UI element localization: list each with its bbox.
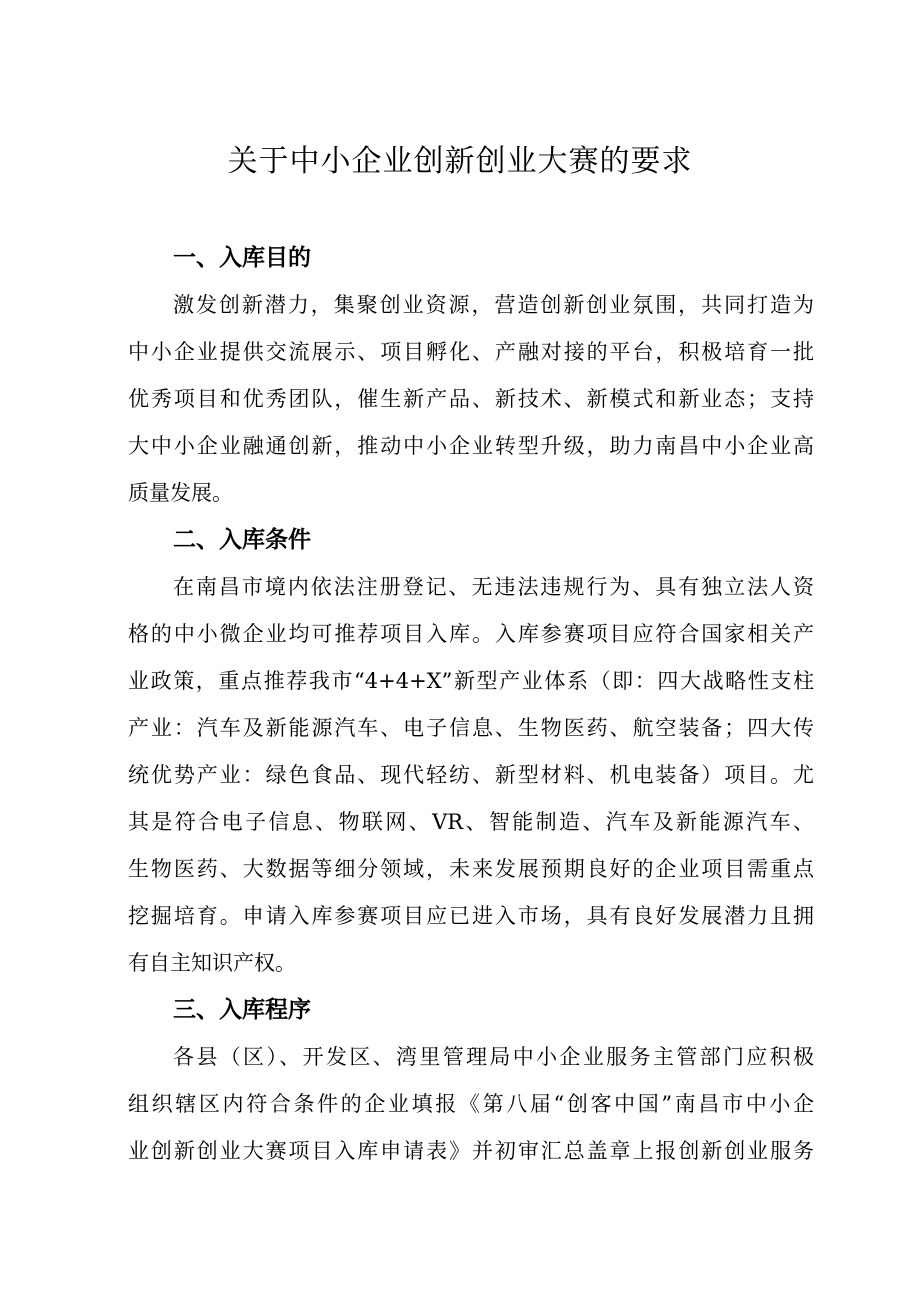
text-line: 在南昌市境内依法注册登记、无违法违规行为、具有独立法人资 xyxy=(173,575,814,599)
text-line: 产业：汽车及新能源汽车、电子信息、生物医药、航空装备；四大传 xyxy=(128,716,814,740)
section-heading: 一、入库目的 xyxy=(173,245,311,271)
section-conditions xyxy=(128,517,814,987)
text-line: 质量发展。 xyxy=(128,481,233,505)
paragraph xyxy=(128,282,814,517)
text-line: 统优势产业：绿色食品、现代轻纺、新型材料、机电装备）项目。尤 xyxy=(128,763,814,787)
section-heading: 二、入库条件 xyxy=(173,527,311,553)
paragraph xyxy=(128,1034,814,1175)
text-line: 优秀项目和优秀团队，催生新产品、新技术、新模式和新业态；支持 xyxy=(128,387,814,411)
document-title: 关于中小企业创新创业大赛的要求 xyxy=(227,144,693,179)
section-heading: 三、入库程序 xyxy=(173,997,311,1023)
text-line: 中小企业提供交流展示、项目孵化、产融对接的平台，积极培育一批 xyxy=(128,340,814,364)
text-line: 各县（区）、开发区、湾里管理局中小企业服务主管部门应积极 xyxy=(173,1045,814,1069)
text-line: 格的中小微企业均可推荐项目入库。入库参赛项目应符合国家相关产 xyxy=(128,622,814,646)
text-line: 业创新创业大赛项目入库申请表》并初审汇总盖章上报创新创业服务 xyxy=(128,1139,814,1163)
section-procedure xyxy=(128,987,814,1175)
text-line: 激发创新潜力，集聚创业资源，营造创新创业氛围，共同打造为 xyxy=(173,293,814,317)
text-line: 业政策，重点推荐我市“4+4+X”新型产业体系（即：四大战略性支柱 xyxy=(128,669,814,693)
text-line: 其是符合电子信息、物联网、VR、智能制造、汽车及新能源汽车、 xyxy=(128,810,814,834)
text-line: 生物医药、大数据等细分领域，未来发展预期良好的企业项目需重点 xyxy=(128,857,814,881)
section-purpose xyxy=(128,235,814,517)
document-body xyxy=(128,235,814,1175)
text-line: 挖掘培育。申请入库参赛项目应已进入市场，具有良好发展潜力且拥 xyxy=(128,904,814,928)
text-line: 大中小企业融通创新，推动中小企业转型升级，助力南昌中小企业高 xyxy=(128,434,814,458)
paragraph xyxy=(128,564,814,987)
text-line: 组织辖区内符合条件的企业填报《第八届“创客中国”南昌市中小企 xyxy=(128,1092,814,1116)
text-line: 有自主知识产权。 xyxy=(128,951,296,975)
